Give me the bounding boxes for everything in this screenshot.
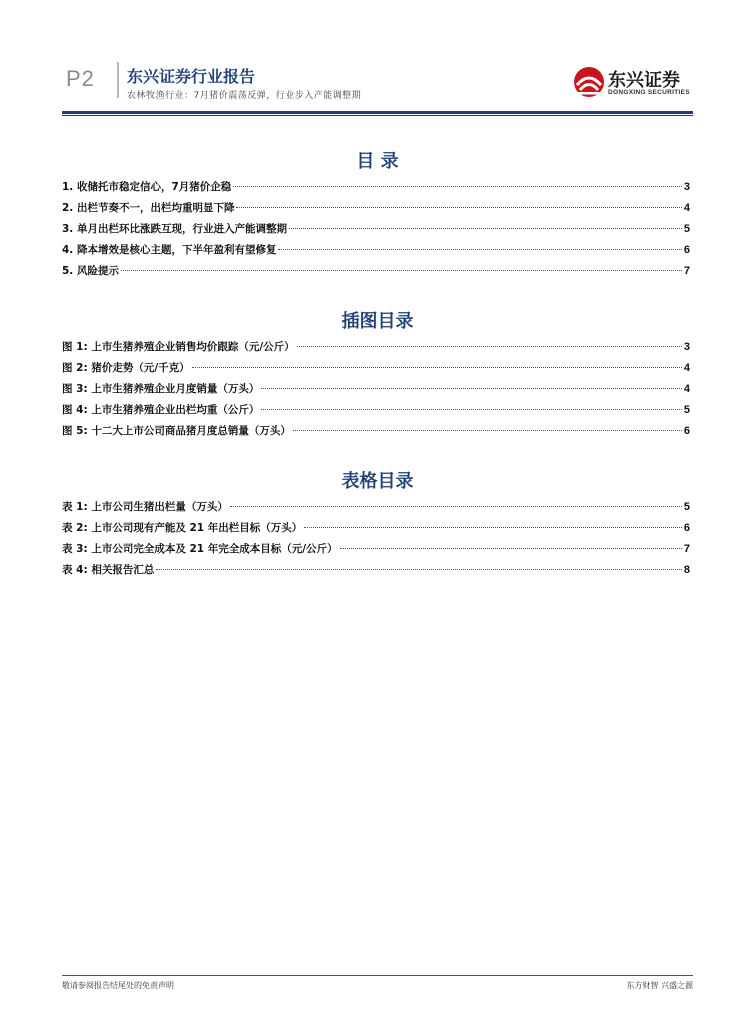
report-title: 东兴证券行业报告 <box>127 67 256 86</box>
footer-disclaimer: 敬请参阅报告结尾处的免责声明 <box>62 981 174 990</box>
figure-item[interactable] <box>62 360 690 381</box>
figure-item-page: 4 <box>683 362 690 374</box>
figure-item[interactable] <box>62 339 690 360</box>
toc-item-label: 3. 单月出栏环比涨跌互现，行业进入产能调整期 <box>62 223 287 235</box>
table-item-label: 表 2: 上市公司现有产能及 21 年出栏目标（万头） <box>62 522 303 534</box>
toc-item-label: 5. 风险提示 <box>62 265 119 277</box>
table-item[interactable] <box>62 520 690 541</box>
company-logo <box>572 66 692 100</box>
logo-text: 东兴证券 <box>608 70 680 91</box>
table-item-page: 8 <box>683 564 690 576</box>
toc-leader <box>192 367 682 368</box>
table-item-label: 表 4: 相关报告汇总 <box>62 564 155 576</box>
toc-item[interactable] <box>62 200 690 221</box>
header-rule <box>62 111 693 114</box>
toc-item-page: 4 <box>683 202 690 214</box>
table-item-label: 表 3: 上市公司完全成本及 21 年完全成本目标（元/公斤） <box>62 543 338 555</box>
toc-item-page: 5 <box>683 223 690 235</box>
tables-list <box>62 499 690 583</box>
toc-leader <box>340 548 682 549</box>
toc-item[interactable] <box>62 221 690 242</box>
toc-leader <box>121 270 682 271</box>
toc-list <box>62 179 690 284</box>
figure-item[interactable] <box>62 381 690 402</box>
toc-leader <box>233 186 682 187</box>
toc-item-label: 4. 降本增效是核心主题，下半年盈利有望修复 <box>62 244 277 256</box>
logo-mark-icon <box>572 66 606 98</box>
toc-leader <box>293 430 682 431</box>
toc-leader <box>261 388 682 389</box>
toc-leader <box>230 506 682 507</box>
toc-item[interactable] <box>62 179 690 200</box>
figure-item-label: 图 3: 上市生猪养殖企业月度销量（万头） <box>62 383 260 395</box>
figure-item-page: 4 <box>683 383 690 395</box>
figure-item-page: 5 <box>683 404 690 416</box>
toc-leader <box>156 569 682 570</box>
footer-slogan: 东方财智 兴盛之源 <box>626 981 693 990</box>
toc-leader <box>297 346 682 347</box>
toc-leader <box>289 228 682 229</box>
report-subtitle: 农林牧渔行业：7月猪价震荡反弹，行业步入产能调整期 <box>127 91 362 101</box>
figure-item[interactable] <box>62 402 690 423</box>
tables-title: 表格目录 <box>341 471 414 492</box>
figure-item[interactable] <box>62 423 690 444</box>
toc-leader <box>304 527 682 528</box>
figure-item-page: 6 <box>683 425 690 437</box>
figure-item-label: 图 4: 上市生猪养殖企业出栏均重（公斤） <box>62 404 260 416</box>
table-item-page: 6 <box>683 522 690 534</box>
table-item-page: 7 <box>683 543 690 555</box>
toc-item-label: 1. 收储托市稳定信心，7月猪价企稳 <box>62 181 232 193</box>
toc-leader <box>261 409 682 410</box>
figure-item-label: 图 1: 上市生猪养殖企业销售均价跟踪（元/公斤） <box>62 341 295 353</box>
table-item-label: 表 1: 上市公司生猪出栏量（万头） <box>62 501 228 513</box>
page-number: P2 <box>66 66 95 91</box>
header-rule-thin <box>62 115 693 116</box>
figures-list <box>62 339 690 444</box>
table-item[interactable] <box>62 562 690 583</box>
figure-item-label: 图 2: 猪价走势（元/千克） <box>62 362 190 374</box>
toc-item-label: 2. 出栏节奏不一，出栏均重明显下降 <box>62 202 235 214</box>
table-item[interactable] <box>62 499 690 520</box>
footer-rule <box>62 975 693 976</box>
toc-item[interactable] <box>62 263 690 284</box>
table-item-page: 5 <box>683 501 690 513</box>
logo-english: DONGXING SECURITIES <box>608 89 690 96</box>
toc-leader <box>236 207 681 208</box>
toc-leader <box>278 249 681 250</box>
toc-title: 目 录 <box>356 151 399 172</box>
figures-title: 插图目录 <box>341 311 414 332</box>
toc-item[interactable] <box>62 242 690 263</box>
figure-item-page: 3 <box>683 341 690 353</box>
toc-item-page: 6 <box>683 244 690 256</box>
header-divider <box>117 62 119 98</box>
figure-item-label: 图 5: 十二大上市公司商品猪月度总销量（万头） <box>62 425 291 437</box>
toc-item-page: 3 <box>683 181 690 193</box>
table-item[interactable] <box>62 541 690 562</box>
toc-item-page: 7 <box>683 265 690 277</box>
